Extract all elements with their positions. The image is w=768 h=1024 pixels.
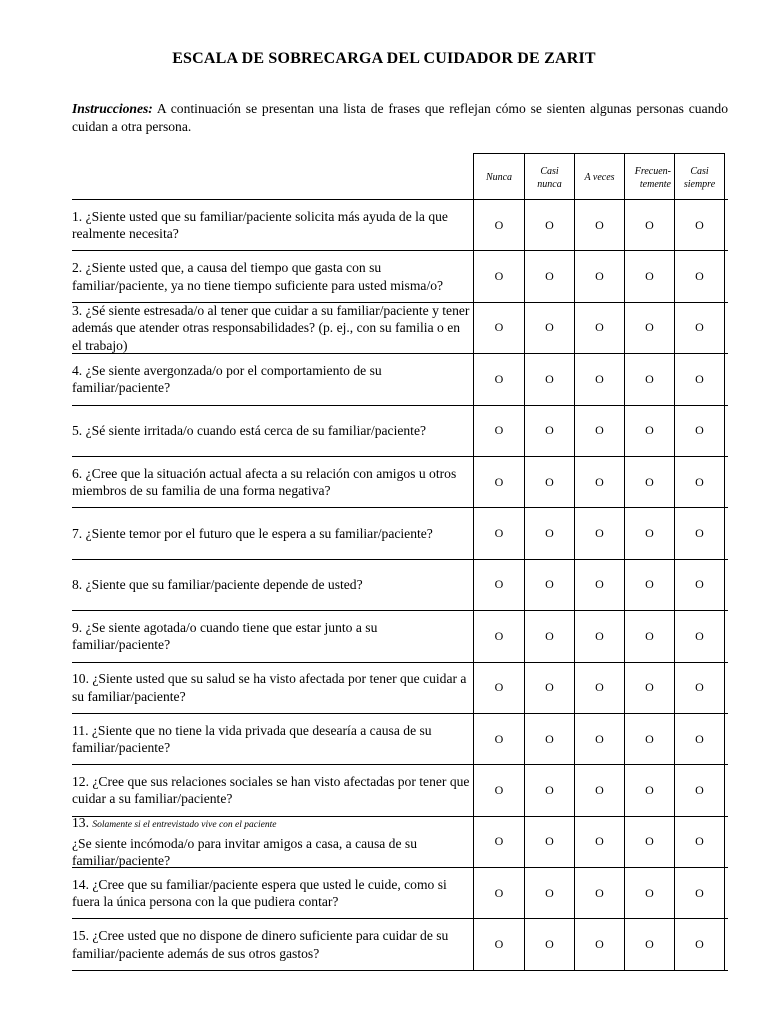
answer-option-circle[interactable]: O <box>524 714 574 764</box>
question-text-cell <box>72 251 472 301</box>
page-title: ESCALA DE SOBRECARGA DEL CUIDADOR DE ZARIT <box>172 50 596 67</box>
answer-option-circle[interactable]: O <box>674 868 724 918</box>
answer-option-circle[interactable]: O <box>674 765 724 815</box>
question-number: 13. <box>72 815 89 831</box>
question-row <box>72 560 728 611</box>
answer-option-circle[interactable]: O <box>494 885 504 900</box>
answer-option-circle[interactable]: O <box>624 251 674 301</box>
answer-option-circle[interactable]: O <box>574 611 624 661</box>
option-header-casi-nunca: Casi nunca <box>524 154 574 201</box>
answer-option-circle[interactable]: O <box>624 457 674 507</box>
answer-option-circle[interactable]: O <box>674 406 724 456</box>
answer-option-circle[interactable]: O <box>524 817 574 867</box>
answer-option-circle[interactable]: O <box>494 731 504 746</box>
answer-option-circle[interactable]: O <box>574 406 624 456</box>
answer-options <box>473 560 725 610</box>
instructions <box>72 100 728 136</box>
answer-option-circle[interactable]: O <box>494 474 504 489</box>
answer-option-circle[interactable]: O <box>624 765 674 815</box>
options-header <box>473 153 725 201</box>
answer-option-circle[interactable]: O <box>494 834 504 849</box>
question-text-cell <box>72 406 472 456</box>
answer-option-circle[interactable]: O <box>494 423 504 438</box>
question-row <box>72 508 728 559</box>
answer-options <box>473 817 725 867</box>
question-row <box>72 303 728 354</box>
answer-option-circle[interactable]: O <box>624 303 674 353</box>
answer-option-circle[interactable]: O <box>624 817 674 867</box>
question-text-cell <box>72 457 472 507</box>
answer-options <box>473 919 725 969</box>
answer-option-circle[interactable]: O <box>524 200 574 250</box>
question-text-cell <box>72 560 472 610</box>
answer-option-circle[interactable]: O <box>524 611 574 661</box>
answer-option-circle[interactable]: O <box>624 508 674 558</box>
answer-option-circle[interactable]: O <box>574 560 624 610</box>
question-text: 3. ¿Sé siente estresada/o al tener que cuidar a su familiar/paciente y tener además que atender otras responsabilidades? (p. ej., con su familia o en el trabajo) <box>72 302 470 353</box>
answer-option-circle[interactable]: O <box>624 714 674 764</box>
question-text-cell <box>72 508 472 558</box>
answer-option-circle[interactable]: O <box>624 868 674 918</box>
question-text-cell <box>72 765 472 815</box>
answer-option-circle[interactable]: O <box>494 680 504 695</box>
answer-option-circle[interactable]: O <box>494 371 504 386</box>
option-header-casi-siempre: Casi siempre <box>674 154 724 201</box>
answer-option-circle[interactable]: O <box>524 251 574 301</box>
answer-option-circle[interactable]: O <box>524 303 574 353</box>
answer-option-circle[interactable]: O <box>494 526 504 541</box>
answer-option-circle[interactable]: O <box>624 560 674 610</box>
answer-options <box>473 303 725 353</box>
question-text: 6. ¿Cree que la situación actual afecta a su relación con amigos u otros miembros de su familia de una forma negativa? <box>72 465 457 499</box>
answer-option-circle[interactable]: O <box>494 628 504 643</box>
instructions-lead: Instrucciones: <box>72 101 153 116</box>
question-text: 11. ¿Siente que no tiene la vida privada que desearía a causa de su familiar/paciente? <box>72 722 432 756</box>
answer-options <box>473 508 725 558</box>
answer-option-circle[interactable]: O <box>574 919 624 969</box>
question-row <box>72 406 728 457</box>
answer-option-circle[interactable]: O <box>524 406 574 456</box>
option-header-frecuentemente: Frecuen- temente <box>624 154 674 201</box>
question-text-cell <box>72 868 472 918</box>
answer-option-circle[interactable]: O <box>574 251 624 301</box>
answer-option-circle[interactable]: O <box>574 817 624 867</box>
answer-options <box>473 765 725 815</box>
answer-option-circle[interactable]: O <box>524 508 574 558</box>
answer-options <box>473 251 725 301</box>
question-text: 7. ¿Siente temor por el futuro que le espera a su familiar/paciente? <box>72 525 433 541</box>
question-row <box>72 919 728 970</box>
answer-option-circle[interactable]: O <box>524 868 574 918</box>
answer-option-circle[interactable]: O <box>674 817 724 867</box>
answer-option-circle[interactable]: O <box>524 765 574 815</box>
question-note: Solamente si el entrevistado vive con el paciente <box>92 820 277 831</box>
answer-option-circle[interactable]: O <box>674 303 724 353</box>
question-row <box>72 663 728 714</box>
question-text: 12. ¿Cree que sus relaciones sociales se han visto afectadas por tener que cuidar a su familiar/paciente? <box>72 773 470 807</box>
question-text-cell <box>72 663 472 713</box>
answer-option-circle[interactable]: O <box>624 663 674 713</box>
question-text: 9. ¿Se siente agotada/o cuando tiene que estar junto a su familiar/paciente? <box>72 619 378 653</box>
question-row <box>72 354 728 405</box>
question-text-cell <box>72 354 472 404</box>
answer-option-circle[interactable]: O <box>494 269 504 284</box>
question-text: ¿Se siente incómoda/o para invitar amigos a casa, a causa de su familiar/paciente? <box>72 835 418 869</box>
question-row <box>72 611 728 662</box>
answer-option-circle[interactable]: O <box>674 508 724 558</box>
answer-option-circle[interactable]: O <box>674 354 724 404</box>
answer-options <box>473 457 725 507</box>
answer-option-circle[interactable]: O <box>674 251 724 301</box>
answer-option-circle[interactable]: O <box>574 200 624 250</box>
question-text: 8. ¿Siente que su familiar/paciente depende de usted? <box>72 577 363 593</box>
question-text: 10. ¿Siente usted que su salud se ha visto afectada por tener que cuidar a su familiar/paciente? <box>72 671 467 704</box>
answer-option-circle[interactable]: O <box>524 919 574 969</box>
answer-option-circle[interactable]: O <box>494 320 504 335</box>
question-text-cell <box>72 611 472 661</box>
question-text: 5. ¿Sé siente irritada/o cuando está cerca de su familiar/paciente? <box>72 423 427 438</box>
answer-options <box>473 354 725 404</box>
answer-option-circle[interactable]: O <box>494 937 504 952</box>
answer-option-circle[interactable]: O <box>494 577 504 592</box>
question-text: 1. ¿Siente usted que su familiar/paciente solicita más ayuda de la que realmente necesita? <box>72 208 448 242</box>
option-header-nunca: Nunca <box>473 154 524 201</box>
answer-option-circle[interactable]: O <box>574 663 624 713</box>
question-text: 14. ¿Cree que su familiar/paciente espera que usted le cuide, como si fuera la única persona con la que pudiera contar? <box>72 876 447 910</box>
answer-option-circle[interactable]: O <box>574 714 624 764</box>
answer-option-circle[interactable]: O <box>574 457 624 507</box>
answer-option-circle[interactable]: O <box>674 200 724 250</box>
question-text: 4. ¿Se siente avergonzada/o por el comportamiento de su familiar/paciente? <box>72 362 382 396</box>
question-row <box>72 868 728 919</box>
question-text-cell <box>72 919 472 969</box>
question-text-cell <box>72 714 472 764</box>
answer-options <box>473 200 725 250</box>
answer-option-circle[interactable]: O <box>674 663 724 713</box>
answer-option-circle[interactable]: O <box>574 508 624 558</box>
answer-options <box>473 611 725 661</box>
question-row <box>72 817 728 868</box>
question-text-cell <box>72 303 472 353</box>
question-row <box>72 251 728 302</box>
answer-option-circle[interactable]: O <box>574 765 624 815</box>
question-row <box>72 200 728 251</box>
question-row <box>72 765 728 816</box>
answer-option-circle[interactable]: O <box>674 714 724 764</box>
answer-option-circle[interactable]: O <box>674 457 724 507</box>
answer-option-circle[interactable]: O <box>574 303 624 353</box>
question-text-cell <box>72 200 472 250</box>
question-row <box>72 714 728 765</box>
answer-option-circle[interactable]: O <box>524 354 574 404</box>
answer-option-circle[interactable]: O <box>624 200 674 250</box>
answer-option-circle[interactable]: O <box>494 217 504 232</box>
answer-option-circle[interactable]: O <box>574 868 624 918</box>
answer-option-circle[interactable]: O <box>494 782 504 797</box>
answer-option-circle[interactable]: O <box>674 611 724 661</box>
answer-option-circle[interactable]: O <box>524 560 574 610</box>
answer-options <box>473 868 725 918</box>
answer-option-circle[interactable]: O <box>524 457 574 507</box>
questions-table <box>72 200 728 971</box>
question-text: 15. ¿Cree usted que no dispone de dinero suficiente para cuidar de su familiar/paciente además de sus otros gastos? <box>72 928 449 961</box>
answer-option-circle[interactable]: O <box>624 406 674 456</box>
answer-option-circle[interactable]: O <box>624 919 674 969</box>
answer-option-circle[interactable]: O <box>524 663 574 713</box>
answer-option-circle[interactable]: O <box>624 611 674 661</box>
answer-option-circle[interactable]: O <box>674 919 724 969</box>
question-text: 2. ¿Siente usted que, a causa del tiempo que gasta con su familiar/paciente, ya no tiene tiempo suficiente para usted misma/o? <box>72 260 444 293</box>
instructions-text: A continuación se presentan una lista de frases que reflejan cómo se sienten algunas personas cuando cuidan a otra persona. <box>72 101 728 134</box>
answer-option-circle[interactable]: O <box>674 560 724 610</box>
answer-option-circle[interactable]: O <box>574 354 624 404</box>
question-row <box>72 457 728 508</box>
question-text-cell <box>72 817 472 867</box>
option-header-a-veces: A veces <box>574 154 624 201</box>
answer-option-circle[interactable]: O <box>624 354 674 404</box>
answer-options <box>473 714 725 764</box>
answer-options <box>473 406 725 456</box>
answer-options <box>473 663 725 713</box>
